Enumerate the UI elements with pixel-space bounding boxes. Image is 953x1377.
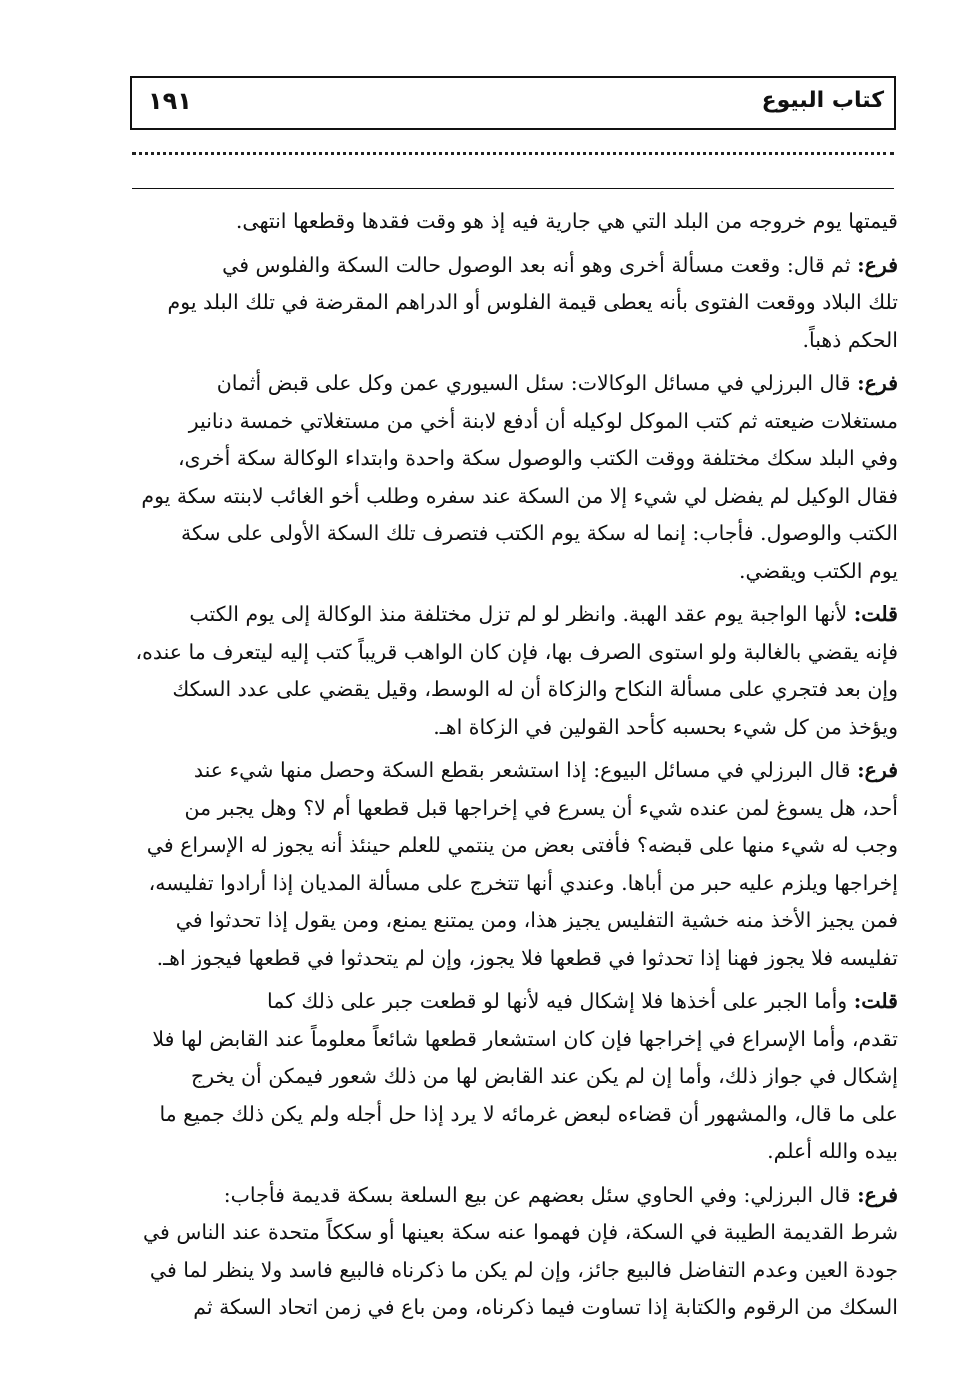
text-line <box>122 515 898 553</box>
line-text: تفليسه فلا يجوز فهنا إذا تحدثوا في قطعها فلا يجوز، وإن لم يتحدثوا في قطعها فيجوز اهـ. <box>156 945 898 970</box>
line-text: وجب له شيء منها على قبضه؟ فأفتى بعض من ينتمي للعلم حينئذ أنه يجوز له الإسراع في <box>146 833 898 857</box>
text-line <box>122 1021 898 1059</box>
paragraph-label: قلت: <box>853 989 898 1013</box>
text-line <box>122 322 898 360</box>
book-title: كتاب البيوع <box>761 88 884 113</box>
line-text: قيمتها يوم خروجه من البلد التي هي جارية فيه إذ هو وقت فقدها وقطعها انتهى. <box>235 209 898 233</box>
text-line <box>122 827 898 865</box>
line-text: قال البرزلي: وفي الحاوي سئل بعضهم عن بيع السلعة بسكة قديمة فأجاب: <box>223 1182 851 1207</box>
line-text: ثم قال: وقعت مسألة أخرى وهو أنه بعد الوصول حالت السكة والفلوس في <box>222 252 851 277</box>
text-line <box>122 553 898 591</box>
paragraph-label: فرع: <box>857 371 898 395</box>
paragraph-label: قلت: <box>853 602 898 626</box>
text-line <box>122 1133 898 1171</box>
paragraph-label: فرع: <box>857 758 898 782</box>
paragraph <box>122 596 898 746</box>
line-text: وإن بعد فتجري على مسألة النكاح والزكاة أن له الوسط، وقيل يقضي على عدد السكك <box>172 677 898 701</box>
line-text: الكتب والوصول. فأجاب: إنما له سكة يوم الكتب فتصرف تلك السكة الأولى على سكة <box>181 521 898 545</box>
line-text: وفي البلد سكك مختلفة ووقت الكتب والوصول سكة واحدة وابتداء الوكالة سكة أخرى، <box>177 446 898 470</box>
text-line <box>122 365 898 403</box>
dotted-divider <box>132 152 894 155</box>
text-line <box>122 403 898 441</box>
paragraph-label: فرع: <box>857 252 898 277</box>
line-text: ويؤخذ من كل شيء بحسبه كأحد القولين في الزكاة اهـ. <box>433 714 898 739</box>
paragraph <box>122 365 898 590</box>
paragraph <box>122 247 898 360</box>
paragraph <box>122 983 898 1171</box>
line-text: على ما قال، والمشهور أن قضاءه لبعض غرمائه لا يرد إذا حل أجله ولم يكن ذلك جميع ما <box>159 1101 898 1126</box>
page-body <box>122 203 898 1333</box>
paragraph <box>122 752 898 977</box>
line-text: تقدم، وأما الإسراع في إخراجها فإن كان استشعار قطعها شائعاً معلوماً عند القابض لها فلا <box>152 1026 898 1051</box>
text-line <box>122 671 898 709</box>
line-text: جودة العين وعدم التفاضل فالبيع جائز، وإن لم يكن ما ذكرناه فالبيع فاسد ولا ينظر لما في <box>149 1257 898 1282</box>
text-line <box>122 634 898 672</box>
line-text: وأما الجبر على أخذها فلا إشكال فيه لأنها لو قطعت جبر على ذلك كما <box>266 989 848 1013</box>
text-line <box>122 1289 898 1327</box>
text-line <box>122 596 898 634</box>
line-text: لأنها الواجبة يوم عقد الهبة. وانظر لو لم تزل مختلفة منذ الوكالة إلى يوم الكتب <box>189 602 848 626</box>
page-header <box>130 76 896 130</box>
line-text: فقال الوكيل لم يفضل لي شيء إلا من السكة عند سفره وطلب أخو الغائب لابنته سكة يوم <box>141 483 898 508</box>
text-line <box>122 709 898 747</box>
line-text: مستغلات ضيعته ثم كتب الموكل لوكيله أن أدفع لابنة أخي من مستغلاتي خمسة دنانير <box>188 408 898 433</box>
paragraph <box>122 1177 898 1327</box>
line-text: قال البرزلي في مسائل الوكالات: سئل السيوري عمن وكل على قبض أثمان <box>216 371 851 395</box>
line-text: بيده والله أعلم. <box>767 1139 898 1163</box>
line-text: يوم الكتب ويقضي. <box>739 558 898 583</box>
text-line <box>122 940 898 978</box>
text-line <box>122 247 898 285</box>
text-line <box>122 284 898 322</box>
text-line <box>122 1058 898 1096</box>
line-text: تلك البلاد ووقعت الفتوى بأنه يعطى قيمة الفلوس أو الدراهم المقرضة في تلك البلد يوم <box>167 290 898 314</box>
line-text: إخراجها ويلزم عليه حبر من أباها. وعندي أنها تتخرج على مسألة المديان إذا أرادوا تفليسه، <box>148 870 898 895</box>
text-line <box>122 440 898 478</box>
text-line <box>122 1096 898 1134</box>
line-text: الحكم ذهباً. <box>802 327 898 352</box>
text-line <box>122 203 898 241</box>
line-text: فإنه يقضي بالغالبة ولو استوى الصرف بها، فإن كان الواهب قريباً كتب إليه ليتعرف ما عنده، <box>135 639 898 664</box>
solid-divider <box>132 188 894 189</box>
text-line <box>122 865 898 903</box>
text-line <box>122 902 898 940</box>
line-text: شرط القديمة الطيبة في السكة، فإن فهموا عنه سكة بعينها أو سككاً متحدة عند الناس في <box>142 1220 898 1244</box>
line-text: إشكال في جواز ذلك، وأما إن لم يكن عند القابض لها من ذلك شعور فيمكن أن يخرج <box>191 1064 898 1088</box>
text-line <box>122 478 898 516</box>
text-line <box>122 1252 898 1290</box>
line-text: فمن يجيز الأخذ منه خشية التفليس يجيز هذا، ومن يمتنع يمنع، ومن يقول إذا تحدثوا في <box>175 908 898 932</box>
text-line <box>122 790 898 828</box>
page-number: ١٩١ <box>148 87 192 115</box>
text-line <box>122 752 898 790</box>
text-line <box>122 1177 898 1215</box>
line-text: السكك من الرقوم والكتابة إذا تساوت فيما ذكرناه، ومن باع في زمن اتحاد السكة ثم <box>193 1295 898 1319</box>
line-text: أحد، هل يسوغ لمن عنده شيء أن يسرع في إخراجها قبل قطعها أم لا؟ وهل يجبر من <box>184 795 898 820</box>
text-line <box>122 983 898 1021</box>
paragraph-label: فرع: <box>857 1182 898 1207</box>
line-text: قال البرزلي في مسائل البيوع: إذا استشعر بقطع السكة وحصل منها شيء عند <box>193 758 851 782</box>
paragraph <box>122 203 898 241</box>
text-line <box>122 1214 898 1252</box>
